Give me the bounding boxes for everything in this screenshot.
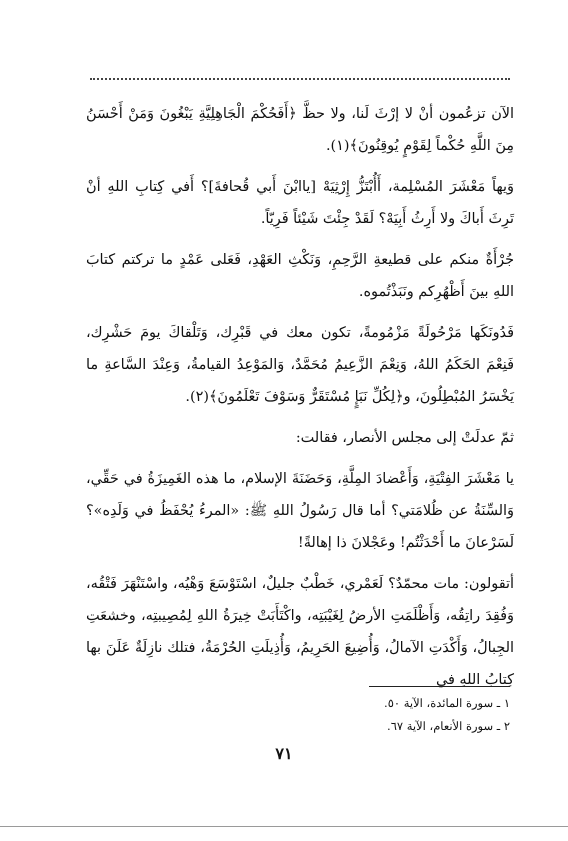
paragraph-2: وَيهاً مَعْشَرَ المُسْلِمة، أَأُبْتَزُّ إِرْثِيَهْ [ياابْنَ أَبي قُحافةَ]؟ أَفي كِتابِ اللهِ أنْ تَرِثَ أَباكَ ولا أَرِثُ أَبِيَهْ؟ لَقَدْ جِئْتَ شَيْئاً فَرِيّاً. — [86, 179, 514, 227]
footnotes — [300, 692, 510, 738]
paragraph-1: الآن تزعُمون أنْ لا إرْثَ لَنا، ولا حظَّ ﴿أَفَحُكْمَ الْجَاهِلِيَّةِ يَبْغُونَ وَمَنْ أَحْسَنُ مِنَ اللَّهِ حُكْماً لِقَوْمٍ يُوقِنُونَ﴾(١). — [86, 106, 514, 154]
paragraph-5: ثمّ عدلَتْ إلى مجلس الأنصار، فقالت: — [295, 430, 514, 446]
footnote-2: ٢ ـ سورة الأنعام، الآية ٦٧. — [387, 719, 510, 733]
paragraph-4: فَدُونَكَها مَرْحُولَةً مَزْمُومةً، تكون معك في قَبْرِك، وَتَلْقاكَ يومَ حَشْرِك، فَنِعْمَ الحَكَمُ اللهُ، وَنِعْمَ الزَّعِيمُ مُحَمَّدٌ، وَالمَوْعِدُ القيامةُ، وَعِنْدَ السَّاعةِ ما يَخْسَرُ المُبْطِلُونَ، و﴿لِكُلِّ نَبَإٍ مُسْتَقَرٌّ وَسَوْفَ تَعْلَمُونَ﴾(٢). — [86, 325, 514, 405]
main-text — [86, 98, 514, 705]
page-number: ٧١ — [275, 744, 293, 763]
header-dotted-rule — [90, 78, 510, 80]
footnote-1: ١ ـ سورة المائدة، الآية ٥٠. — [384, 696, 510, 710]
paragraph-7: أتقولون: مات محمّدٌ؟ لَعَمْري، خَطْبٌ جليلٌ، اسْتَوْسَعَ وَهْيُه، واسْتَنْهَرَ فَتْقُه، وَفُقِدَ راتِقُه، وَأَظْلَمَتِ الأرضُ لِغَيْبَتِه، واكْتَأَبَتْ خِيرَةُ اللهِ لِمُصِيبتِه، وخشعَتِ الجِبالُ، وَأَكْدَتِ الآمالُ، وَأُضِيعَ الحَرِيمُ، وَأُذِيلَتِ الحُرْمَةُ، فتلك نازِلَةٌ عَلَنَ بها كِتابُ اللهِ في — [86, 576, 514, 688]
bottom-edge-line — [0, 826, 568, 827]
paragraph-3: جُرْأَةٌ منكم على قطيعةِ الرَّحِمِ، وَنَكْثِ العَهْدِ، فَعَلى عَمْدٍ ما تركتم كتابَ اللهِ بينَ أَظْهُرِكم ونَبَذْتُموه. — [86, 252, 514, 300]
paragraph-6: يا مَعْشَرَ الفِتْيَةِ، وَأَعْضادَ المِلَّةِ، وَحَضَنَةَ الإسلام، ما هذه الغَمِيزَةُ في حَقِّي، وَالسِّنَةُ عن ظُلامَتي؟ أما قال رَسُولُ اللهِ ﷺ: «المرءُ يُحْفَظُ في وَلَدِه»؟ لَسَرْعانَ ما أَحْدَثْتُم! وعَجْلانَ ذا إهالةً! — [86, 471, 514, 551]
footnote-separator — [369, 686, 510, 687]
